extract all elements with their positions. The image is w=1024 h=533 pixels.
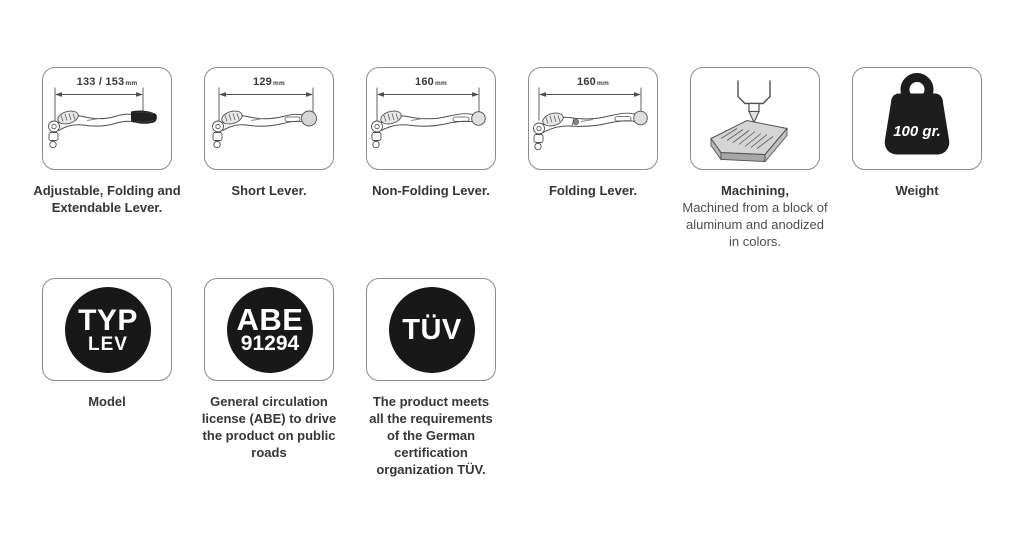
weight-value-label: 100 gr. xyxy=(893,123,941,140)
weight-icon xyxy=(853,68,981,169)
feature-card-adjustable-lever xyxy=(33,67,181,250)
lever-illustration-frame xyxy=(42,67,172,170)
feature-card-model xyxy=(42,278,172,478)
badge-text-top: TÜV xyxy=(402,314,462,346)
dimension-label xyxy=(529,76,657,88)
features-row-1 xyxy=(33,67,1024,250)
badge-text-top: TYP xyxy=(78,303,138,337)
badge-frame xyxy=(366,278,496,381)
feature-caption: Adjustable, Folding and Extendable Lever. xyxy=(33,183,181,215)
feature-caption: Model xyxy=(88,394,126,409)
feature-caption: General circulation license (ABE) to drive the product on public roads xyxy=(201,394,337,460)
machining-title: Machining, xyxy=(721,183,789,198)
machining-icon xyxy=(691,68,819,169)
dimension-value: 160 xyxy=(415,76,434,88)
dimension-label xyxy=(43,76,171,88)
dimension-unit: mm xyxy=(272,80,285,87)
feature-caption: Folding Lever. xyxy=(548,183,638,198)
dimension-value: 160 xyxy=(577,76,596,88)
abe-badge xyxy=(227,287,313,373)
feature-caption: The product meets all the requirements of the German certification organization TÜV. xyxy=(369,394,493,477)
dimension-label xyxy=(205,76,333,88)
dimension-value: 133 / 153 xyxy=(76,76,125,88)
badge-frame xyxy=(42,278,172,381)
machining-description: Machined from a block of aluminum and anodized in colors. xyxy=(682,200,828,249)
lever-illustration-frame xyxy=(204,67,334,170)
badge-text-bottom: LEV xyxy=(88,333,128,355)
feature-caption: Short Lever. xyxy=(231,183,307,198)
feature-card-abe-license xyxy=(201,278,337,478)
features-row-2 xyxy=(42,278,1024,478)
badge-frame xyxy=(204,278,334,381)
feature-card-weight xyxy=(852,67,982,250)
machining-illustration-frame xyxy=(690,67,820,170)
feature-card-folding-lever xyxy=(528,67,658,250)
badge-text-top: ABE xyxy=(236,302,304,337)
feature-card-short-lever xyxy=(204,67,334,250)
lever-illustration-frame xyxy=(366,67,496,170)
feature-card-non-folding-lever xyxy=(366,67,496,250)
tuv-badge xyxy=(389,287,475,373)
dimension-unit: mm xyxy=(434,80,447,87)
dimension-value: 129 xyxy=(253,76,272,88)
dimension-label xyxy=(367,76,495,88)
badge-text-bottom: 91294 xyxy=(240,332,300,355)
typ-lev-badge xyxy=(65,287,151,373)
feature-card-machining xyxy=(682,67,828,250)
weight-illustration-frame xyxy=(852,67,982,170)
feature-caption: Non-Folding Lever. xyxy=(372,183,490,198)
lever-illustration-frame xyxy=(528,67,658,170)
feature-caption: Weight xyxy=(895,183,939,198)
feature-caption xyxy=(682,182,828,250)
dimension-unit: mm xyxy=(125,80,138,87)
feature-card-tuv-certification xyxy=(366,278,496,478)
dimension-unit: mm xyxy=(596,80,609,87)
